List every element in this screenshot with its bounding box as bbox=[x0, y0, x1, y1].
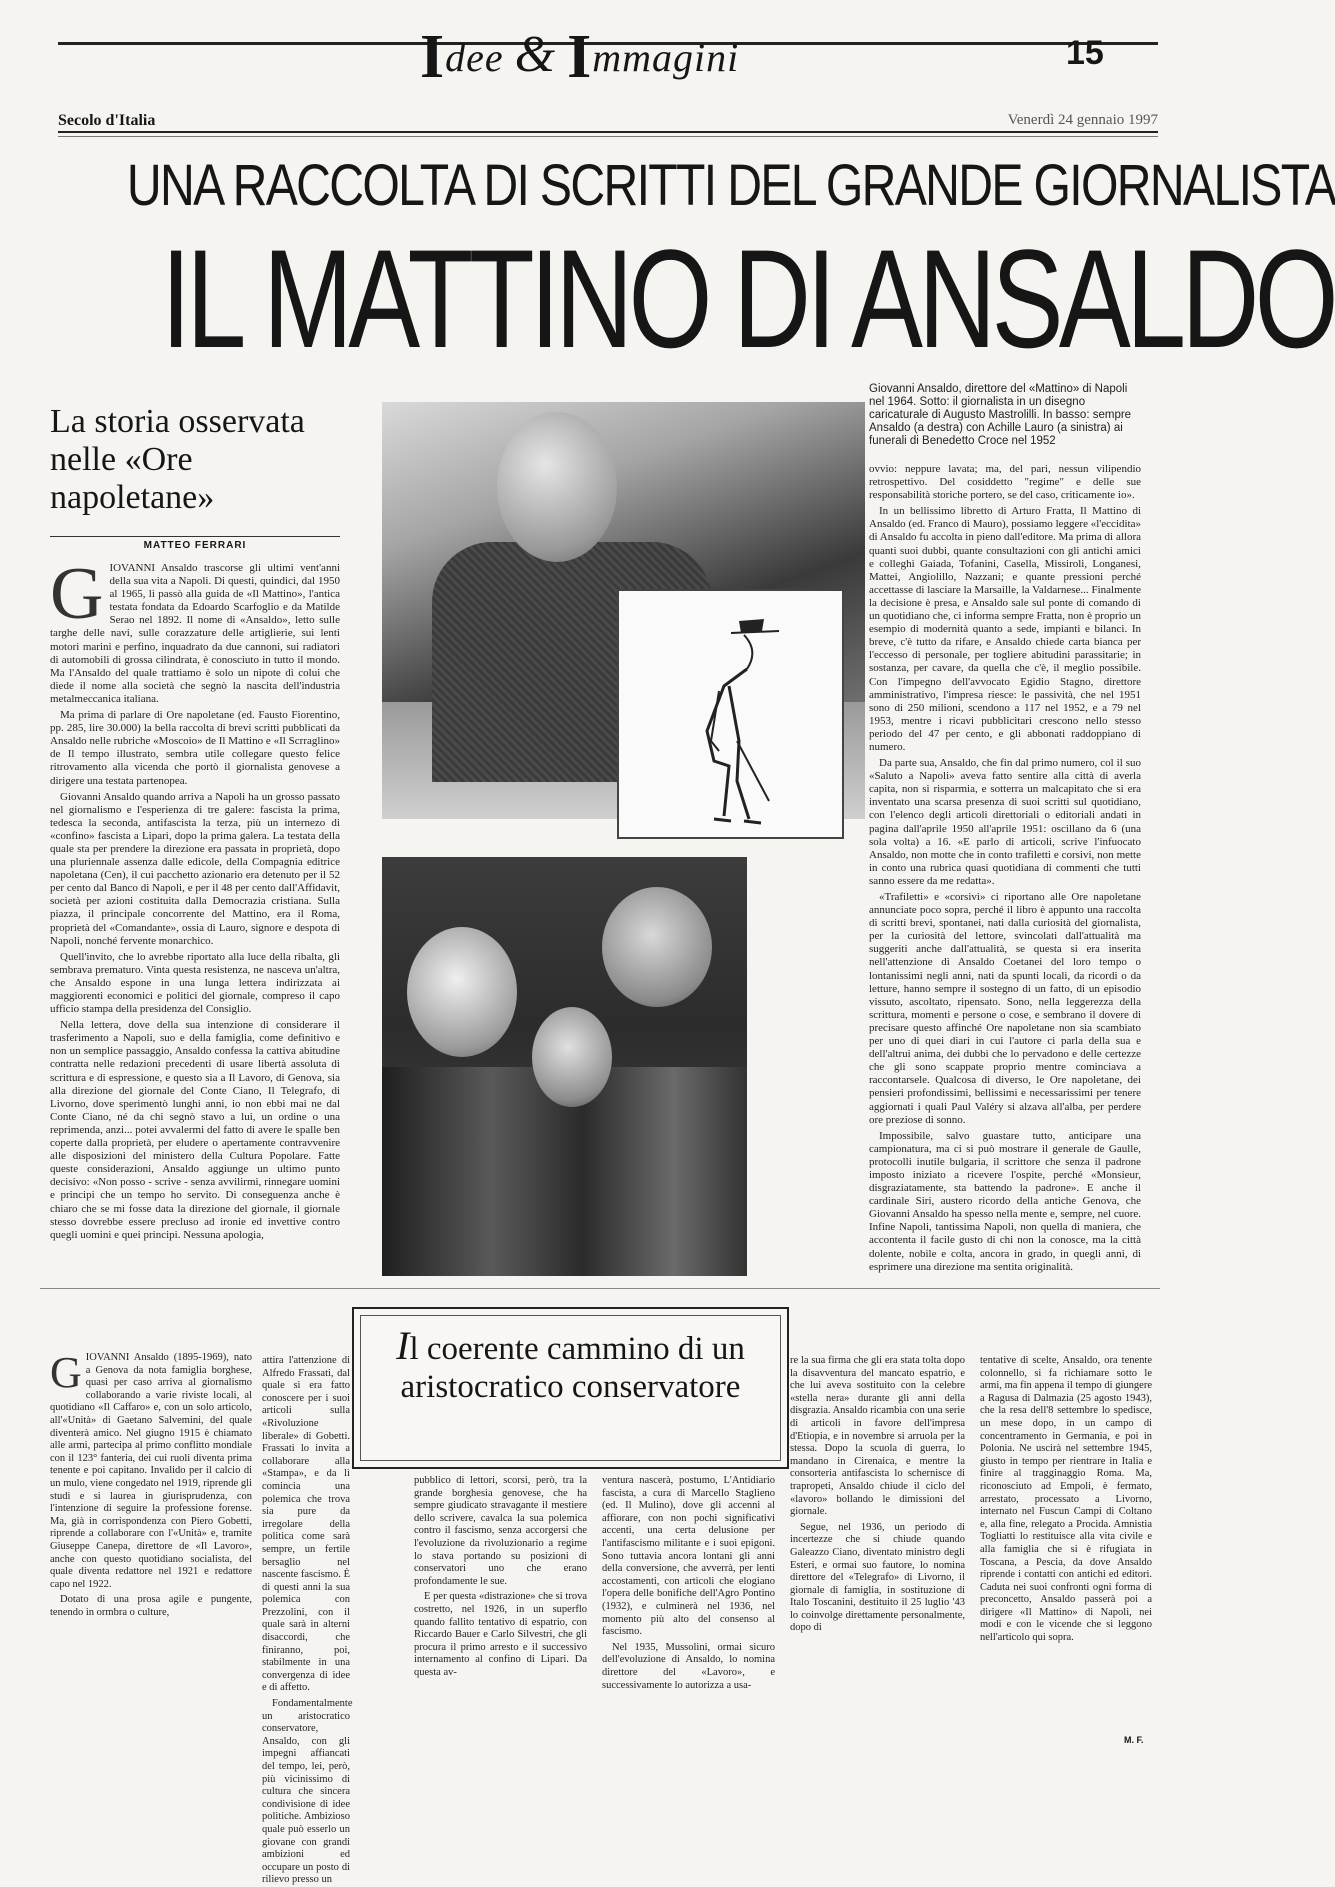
sidebar-column-4 bbox=[602, 1475, 775, 1747]
section-cap-1: I bbox=[420, 23, 446, 91]
byline-rule bbox=[50, 536, 340, 537]
article-paragraph: GIOVANNI Ansaldo trascorse gli ultimi vent'anni della sua vita a Napoli. Di questi, quindici, dal 1950 al 1965, li passò alla guida de «Il Mattino», l'antica testata fondata da Edoardo Scarfoglio e da Matilde Serao nel 1892. Il nome di «Ansaldo», letto sulle targhe delle navi, sulle corazzature delle artiglierie, sui lenti motori marini e perfino, inquadrato da due cannoni, sui radiatori di automobili di grossa cilindrata, è conosciuto in tutto il mondo. Ma l'Ansaldo del quale trattiamo è solo un nipote di colui che diede il nome alla società che segnò la nascita dell'industria metalmeccanica italiana. bbox=[50, 553, 340, 705]
section-ampersand: & bbox=[514, 26, 557, 83]
sidebar-paragraph: pubblico di lettori, scorsi, però, tra la grande borghesia genovese, che ha sempre giudicato stravagante il mestiere dello scrivere, cavalca la sua polemica contro il fascismo, senza accorgersi che l'evoluzione da rivoluzionario a regime lo stava portando su posizioni di conservatori uno che erano profondamente le sue. bbox=[414, 1475, 587, 1587]
issue-date: Venerdì 24 gennaio 1997 bbox=[1007, 112, 1158, 128]
byline: MATTEO FERRARI bbox=[143, 540, 247, 551]
drop-cap: G bbox=[50, 553, 104, 635]
sidebar-paragraph: tentative di scelte, Ansaldo, ora tenente colonnello, si fa richiamare sotto le armi, ma fin appena il tempo di giungere a Ragusa di Dalmazia (25 agosto 1943), che la resa dell'8 settembre lo spedisce, un mese dopo, in un campo di concentramento in Germania, e poi in Polonia. Ne uscirà nel settembre 1945, giusto in tempo per rientrare in Italia e finire al tragginaggio Roma. Ma, riconosciuto ad Empoli, è fermato, arrestato, processato a Livorno, internato nel Fuscun Campi di Coltano e, alla fine, relegato a Procida. Amnistia Togliatti lo restituisce alla vita civile e alla famiglia che si è rifugiata in Toscana, a Pescia, da dove Ansaldo riprende i contatti con antichi ed editori. Caduta nei suoi confronti ogni forma di preconcetto, Ansaldo passerà poi a dirigere «Il Mattino» di Napoli, nei modi e con le vicende che si leggono nell'articolo qui sopra. bbox=[980, 1355, 1152, 1644]
sidebar-paragraph: Dotato di una prosa agile e pungente, tenendo in ormbra o culture, bbox=[50, 1594, 252, 1618]
article-right-column bbox=[869, 463, 1141, 1273]
headline-title: IL MATTINO DI ANSALDO bbox=[161, 220, 1334, 377]
section-word-2: mmagini bbox=[592, 35, 740, 80]
sidebar-paragraph: Segue, nel 1936, un periodo di incertezze che si chiude quando Galeazzo Ciano, diventato ministro degli Esteri, e ormai suo fautore, lo nomina direttore del «Telegrafo» di Livorno, il giornale di famiglia, in sostituzione di Italo Toscanini, destituito il 25 luglio '43 lo coinvolge direttamente personalmente, dopo di bbox=[790, 1521, 965, 1634]
photo-figure-face bbox=[407, 927, 517, 1057]
section-word-1: dee bbox=[445, 35, 504, 80]
sidebar-column-5 bbox=[790, 1355, 965, 1747]
article-paragraph: Ma prima di parlare di Ore napoletane (ed. Fausto Fiorentino, pp. 285, lire 30.000) la bella raccolta di brevi scritti pubblicati da Ansaldo nelle rubriche «Moscoio» de Il Mattino e «Il Scrraglino» de Il tempo illustrato, sembra utile collegare questo felice ritrovamento alla vicenda che portò il giornalista genovese a dirigere una testata partenopea. bbox=[50, 709, 340, 787]
sidebar-paragraph: ventura nascerà, postumo, L'Antidiario fascista, a cura di Marcello Staglieno (ed. Il Mulino), dove gli accenni al affiorare, con non pochi significativi accenti, una certa delusione per l'antifascismo militante e i suoi epigoni. Sono tuttavia ancora lontani gli anni della conversione, che avverrà, per lenti accostamenti, con articoli che elogiano l'opera delle bonifiche dell'Agro Pontino (1932), e culminerà nel 1936, nel momento più alto del consenso al fascismo. bbox=[602, 1475, 775, 1638]
sidebar-title-initial: I bbox=[396, 1323, 410, 1368]
caricature-drawing bbox=[617, 589, 844, 839]
headline-kicker: UNA RACCOLTA DI SCRITTI DEL GRANDE GIORNALISTA bbox=[126, 153, 1335, 218]
sidebar-paragraph: Nel 1935, Mussolini, ormai sicuro dell'evoluzione di Ansaldo, lo nomina direttore del «Lavoro», e successivamente lo autorizza a usa- bbox=[602, 1641, 775, 1691]
caricature-svg bbox=[619, 591, 842, 837]
sidebar-paragraph: E per questa «distrazione» che si trova costretto, nel 1926, in un superflo quando fallito tentativo di espatrio, con Riccardo Bauer e Carlo Silvestri, che gli procura il primo arresto e il successivo internamento al confino di Lipari. Da questa av- bbox=[414, 1591, 587, 1678]
section-title bbox=[420, 22, 820, 112]
sidebar-title-box bbox=[352, 1307, 789, 1469]
masthead-rule bbox=[58, 131, 1158, 133]
article-paragraph: Nella lettera, dove della sua intenzione di considerare il trasferimento a Napoli, suo e della famiglia, come definitivo e non un semplice passaggio, Ansaldo confessa la cattiva abitudine contratta nelle redazioni precedenti di usare libertà assoluta di scrittura e di espressione, e questo sia a Il Lavoro, di Genova, sia alla direzione del giornale del Conte Ciano, Il Telegrafo, di Livorno, dove sperimentò lunghi anni, io non ebbi mai ne dal Conte Ciano, né da chi segnò stavo a lui, un ordine o una reprimenda, anzi... potei avvalermi del fatto di avere le spalle ben coperte dalla proprietà, per eludere o apertamente contravvenire alle disposizioni del ministero della Cultura Popolare. Fatte queste considerazioni, Ansaldo aggiunge un ultimo punto decisivo: «Non posso - scrive - senza avvilirmi, rinnegare uomini e principi che un tempo ho servito. Di conseguenza anche è chiaro che se mi fosse data la direzione del giornale, il giornale stesso dovrebbe essere precluso ad ironie ed invettive contro quegli uomini e quei principi. Nessuna apologia, bbox=[50, 1019, 340, 1241]
article-left-column bbox=[50, 553, 340, 1252]
sidebar-paragraph: attira l'attenzione di Alfredo Frassati, dal quale si era fatto conoscere per i suoi articoli sulla «Rivoluzione liberale» di Gobetti. Frassati lo invita a collaborare alla «Stampa», e da lì comincia una polemica che trova sia pure da irregolare della politica come sarà sempre, un fertile bersaglio nel nascente fascismo. È di questi anni la sua polemica con Prezzolini, con il quale sarà in alterni disaccordi, che finiranno, poi, stabilmente in una convergenza di idee e di affetto. bbox=[262, 1355, 350, 1694]
article-paragraph: «Trafiletti» e «corsivi» ci riportano alle Ore napoletane annunciate poco sopra, perché il libro è appunto una raccolta di scritti brevi, spontanei, nati dalla curiosità del giornalista, per la curiosità del lettore, svincolati dall'attualità ma suggeriti anche dall'attualità, se questa si era inserita nell'attenzione di Ansaldo Coetanei del loro tempo o lontanissimi negli anni, nati da spunti locali, da ricordi o da letture, hanno sempre il sostegno di un fatto, di un episodio vissuto, ascoltato, ripensato. Sono, nella leggerezza della scrittura, momenti e persone o cose, e sembrano il dovere di precisare questo affinché Ore napoletane non sia scambiato per uno di quei diari in cui l'autore ci parla della sua e dell'altrui anima, dei dubbi che lo pervadono e delle certezze che gli sono scappate proprio mentre cominciava a raccontarsele. Qualcosa di diverso, le Ore napoletane, dei pensieri profondissimi, bellissimi e necessarissimi per tenere aggiornati i quali Paul Valéry si alzava all'alba, per perdere ore preziose di sonno. bbox=[869, 891, 1141, 1126]
photo-figure-face bbox=[532, 1007, 612, 1107]
sidebar-paragraph: Fondamentalmente un aristocratico conservatore, Ansaldo, con gli impegni affiancati del tempo, lei, però, più vicinissimo di cultura che sincera condivisione di idee politiche. Ambizioso quale può esserlo un giovane con grandi ambizioni ed occupare un posto di rilievo presso un bbox=[262, 1698, 353, 1886]
article-paragraph: Quell'invito, che lo avrebbe riportato alla luce della ribalta, gli sembrava prematuro. Vinta questa resistenza, ne nasceva un'altra, che Ansaldo espone in una lunga lettera indirizzata ai maggiorenti economici e politici del giornale, compreso il capo ufficio stampa della presidenza del Consiglio. bbox=[50, 950, 340, 1016]
photo-funeral bbox=[382, 857, 747, 1276]
sidebar-drop-cap: G bbox=[50, 1348, 82, 1397]
section-cap-2: I bbox=[567, 23, 593, 91]
photo-figure-face bbox=[602, 887, 712, 1007]
article-paragraph: In un bellissimo libretto di Arturo Fratta, Il Mattino di Ansaldo (ed. Franco di Mauro), possiamo leggere «l'eccidita» di Ansaldo fu accolta in pieno dall'editore. Ma prima di allora quanti suoi dubbi, quante consultazioni con gli antichi amici e colleghi Gaiada, Tofanini, Casella, Missiroli, Longanesi, Mattei, Angiolillo, Nazzani; e quante pressioni perché accettasse di lasciare la Marsaille, la Valdarnese... Finalmente la decisione è presa, e Ansaldo sale sul ponte di comando di un quotidiano che, ci informa sempre Fratta, non è proprio un esempio di modernità quanto a sede, impianti e bilanci. In breve, c'è tutto da rifare, e Ansaldo chiede carta bianca per l'eccesso di personale, per togliere abitudini parassitarie; in sostanza, per cavare, da quella che c'è, il meglio possibile. Con l'impegno dell'avvocato Egidio Stagno, direttore amministrativo, l'impresa riesce: le passività, che nel 1951 sono di 250 milioni, scendono a 117 nel 1952, e a 79 nel 1953, mentre i ricavi pubblicitari crescono nello stesso periodo del 47 per cento, e gli abbonati raddoppiano di numero. bbox=[869, 505, 1141, 753]
sidebar-column-2 bbox=[262, 1355, 353, 1886]
page-number: 15 bbox=[1066, 34, 1104, 72]
photo-figure-head bbox=[497, 412, 617, 562]
sidebar-column-6 bbox=[980, 1355, 1152, 1735]
article-subhead: La storia osservata nelle «Ore napoletane» bbox=[50, 403, 305, 516]
article-paragraph: Da parte sua, Ansaldo, che fin dal primo numero, col il suo «Saluto a Napoli» aveva fatto sentire alla città di averla capita, non si risparmia, e sotterra un malcapitato che si era inventato una scarsa presenza di suoi scritti sul quotidiano, con l'elenco degli articoli direttoriali o editoriali andati in pagina dall'aprile 1950 all'aprile 1951: oscillano da 6 (una sola volta) a 16. «E parlo di articoli, scrive l'infuocato Ansaldo, non motte che in conto trafiletti e corsivi, non mette in conto una rubrica quasi quotidiana di commenti che tutti sanno essere da me redatta». bbox=[869, 757, 1141, 887]
article-paragraph: Giovanni Ansaldo quando arriva a Napoli ha un grosso passato nel giornalismo e l'esperienza di tre galere: fascista la prima, tedesca la seconda, antifascista la terza, più un internezo di «confino» fascista a Lipari, dopo la prima galera. La testata della quale sta per prendere la direzione era passata in proprietà, dopo una pluriennale assenza dalle edicole, della Compagnia editrice napoletana (Cen), il cui pacchetto azionario era detenuto per il 52 per cento dal Banco di Napoli, e per il 48 per cento dall'Affidavit, società per azioni costituita dalla Democrazia cristiana. Sulla piazza, il principale concorrente del Mattino, era il Roma, proprietà del «Comandante», ossia di Lauro, signore e despota di Napoli, nonché fervente monarchico. bbox=[50, 790, 340, 947]
paper-name: Secolo d'Italia bbox=[58, 112, 156, 129]
section-divider bbox=[40, 1288, 1160, 1289]
author-signature: M. F. bbox=[1124, 1735, 1144, 1745]
article-paragraph: Impossibile, salvo guastare tutto, anticipare una campionatura, ma ci si può mostrare il generale de Gaulle, protocolli inutile bulgaria, il scrittore che senza il padrone imposto iniziato a ricevere l'ospite, perché «Monsieur, disgraziatamente, sta battendo la padrone». E anche il cardinale Siri, austero ricordo della antiche Genova, che Giovanni Ansaldo ha spesso nella mente e, sempre, nel cuore. Infine Napoli, tantissima Napoli, non quella di maniera, che accontenta il facile gusto di chi non la conosce, ma la città dolente, nobile e colta, ancora in grado, in quegli anni, di esprimere una direzione ma sentita originalità. bbox=[869, 1129, 1141, 1273]
sidebar-title bbox=[354, 1323, 787, 1406]
sidebar-paragraph: GIOVANNI Ansaldo (1895-1969), nato a Genova da nota famiglia borghese, quasi per caso arriva al giornalismo collaborando a varie riviste locali, al quotidiano «Il Caffaro» e, con un solo articolo, all'«Unità» di Gaetano Salvemini, del quale diventerà amico. Nel giugno 1915 è chiamato alle armi, partecipa al primo conflitto mondiale con il 123° fanteria, dei cui ruoli diventa prima tenente e poi capitano. Invalido per il calcio di un mulo, viene congedato nel 1919, riprende gli studi e si laurea in giurisprudenza, con l'intenzione di seguire la professione forense. Ma, già in corrispondenza con Piero Gobetti, riprende a collaborare con l'«Unità» e, tramite Giuseppe Canepa, direttore de «Il Lavoro», anche con questo quotidiano socialista, del quale diventa redattore nel 1921 e redattore capo nel 1922. bbox=[50, 1348, 252, 1590]
masthead-rule-thin bbox=[58, 136, 1158, 137]
article-paragraph: ovvio: neppure lavata; ma, del pari, nessun vilipendio retrospettivo. Del cosiddetto "regime" e delle sue responsabilità storiche portero, se del caso, criticamente io». bbox=[869, 463, 1141, 502]
photo-caption: Giovanni Ansaldo, direttore del «Mattino» di Napoli nel 1964. Sotto: il giornalista in un disegno caricaturale di Augusto Mastrolilli. In basso: sempre Ansaldo (a destra) con Achille Lauro (a sinistra) ai funerali di Benedetto Croce nel 1952 bbox=[869, 383, 1132, 447]
sidebar-column-1 bbox=[50, 1348, 252, 1747]
sidebar-title-text: l coerente cammino di un aristocratico conservatore bbox=[400, 1331, 745, 1405]
sidebar-column-3 bbox=[414, 1475, 587, 1747]
sidebar-paragraph: re la sua firma che gli era stata tolta dopo la disavventura del mancato espatrio, e che lui aveva sostituito con la celebre «stella nera» durante gli anni della disgrazia. Ansaldo ricambia con una serie di articoli in favore dell'impresa d'Etiopia, e in novembre si arruola per la stessa. Dopo la scuola di guerra, lo mandano in Cirenaica, e mentre la consorteria antifascista lo schernisce di trapropeti, Ansaldo chiude il ciclo del «lavoro» bollando le dimissioni del giornale. bbox=[790, 1355, 965, 1518]
